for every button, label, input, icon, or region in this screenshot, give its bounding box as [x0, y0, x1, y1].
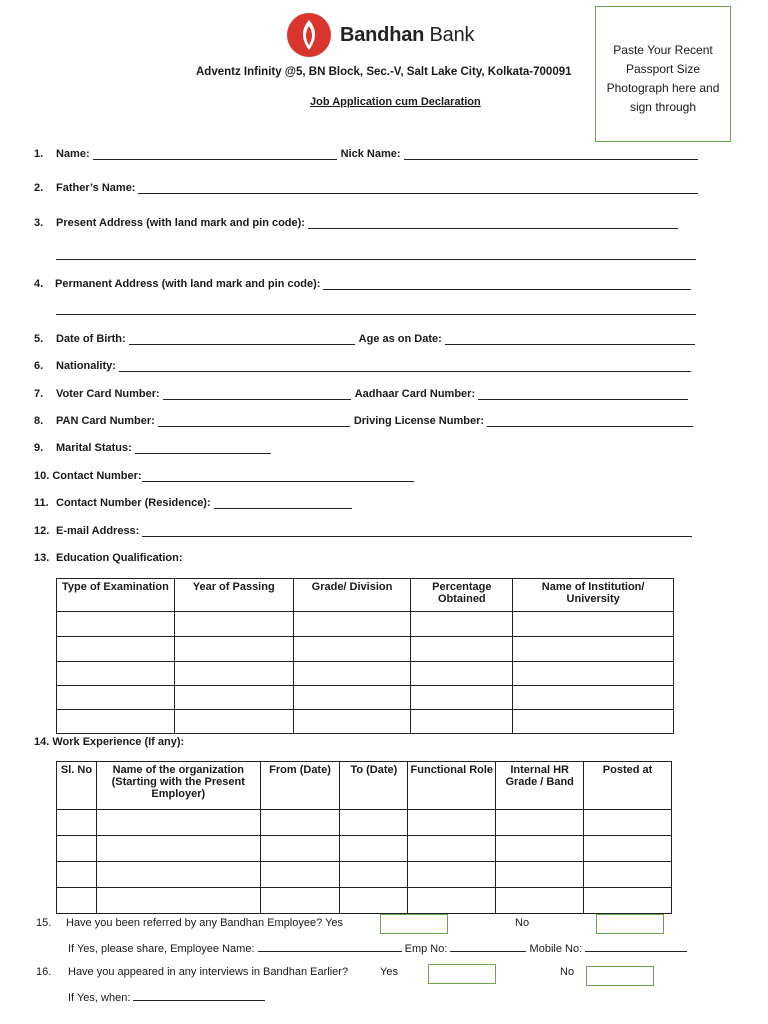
present-address-label: Present Address (with land mark and pin code): — [56, 217, 305, 229]
contact-number-label: 10. Contact Number: — [34, 470, 142, 482]
field-number: 3. — [34, 217, 44, 229]
emp-no-input-line[interactable] — [450, 942, 526, 952]
bank-name-bold: Bandhan — [340, 23, 425, 46]
field-nationality-row — [34, 360, 691, 372]
work-table-header — [57, 762, 672, 810]
table-row — [57, 862, 672, 888]
table-header-cell: Grade/ Division — [293, 579, 411, 612]
table-header-cell: To (Date) — [340, 762, 408, 810]
field-number: 11. — [34, 497, 49, 509]
father-name-input-line[interactable] — [138, 184, 698, 194]
table-cell[interactable] — [96, 810, 260, 836]
education-table-header — [57, 579, 674, 612]
table-cell[interactable] — [584, 810, 672, 836]
table-cell[interactable] — [293, 662, 411, 686]
table-cell[interactable] — [408, 810, 496, 836]
field-work-row — [34, 736, 184, 748]
marital-status-input-line[interactable] — [135, 444, 271, 454]
table-row — [57, 612, 674, 637]
q16-yes-checkbox[interactable] — [428, 964, 496, 984]
table-cell[interactable] — [411, 686, 513, 710]
table-cell[interactable] — [260, 810, 340, 836]
q16-followup-row — [68, 991, 265, 1004]
field-number: 12. — [34, 525, 50, 537]
table-cell[interactable] — [57, 612, 175, 637]
table-cell[interactable] — [496, 836, 584, 862]
table-header-cell: Functional Role — [408, 762, 496, 810]
pan-label: PAN Card Number: — [56, 415, 155, 427]
field-contact-row — [34, 470, 414, 482]
field-pan-row — [34, 415, 693, 427]
nick-name-label: Nick Name: — [340, 148, 401, 160]
table-header-cell: Percentage Obtained — [411, 579, 513, 612]
name-input-line[interactable] — [93, 150, 337, 160]
q15-number: 15. — [36, 917, 52, 929]
field-education-row — [34, 552, 183, 564]
table-cell[interactable] — [340, 836, 408, 862]
table-header-cell: Name of Institution/ University — [513, 579, 674, 612]
table-cell[interactable] — [57, 810, 97, 836]
table-cell[interactable] — [174, 662, 293, 686]
table-header-cell: Internal HR Grade / Band — [496, 762, 584, 810]
table-cell[interactable] — [293, 612, 411, 637]
age-input-line[interactable] — [445, 335, 695, 345]
table-cell[interactable] — [57, 836, 97, 862]
table-cell[interactable] — [411, 612, 513, 637]
table-header-cell: Sl. No — [57, 762, 97, 810]
table-row — [57, 686, 674, 710]
bandhan-logo-icon — [286, 12, 332, 58]
email-label: E-mail Address: — [56, 525, 140, 537]
field-number: 1. — [34, 148, 44, 160]
dob-input-line[interactable] — [129, 335, 355, 345]
q15-no-checkbox[interactable] — [596, 914, 664, 934]
table-cell[interactable] — [513, 662, 674, 686]
residence-contact-label: Contact Number (Residence): — [56, 497, 211, 509]
education-label: Education Qualification: — [56, 552, 183, 564]
field-number: 7. — [34, 388, 44, 400]
marital-status-label: Marital Status: — [56, 442, 132, 454]
table-row — [57, 710, 674, 734]
field-number: 5. — [34, 333, 44, 345]
table-cell[interactable] — [57, 710, 175, 734]
field-permanent-address-row — [34, 278, 691, 290]
table-cell[interactable] — [174, 612, 293, 637]
photo-box-instructions: Paste Your Recent Passport Size Photograph here and sign through — [606, 43, 720, 114]
table-cell[interactable] — [57, 637, 175, 662]
interview-when-label: If Yes, when: — [68, 992, 131, 1004]
contact-number-input-line[interactable] — [142, 472, 414, 482]
field-father-row — [34, 182, 698, 194]
permanent-address-line-2[interactable] — [56, 314, 696, 315]
table-cell[interactable] — [96, 862, 260, 888]
table-row — [57, 637, 674, 662]
voter-card-label: Voter Card Number: — [56, 388, 160, 400]
table-cell[interactable] — [340, 862, 408, 888]
table-cell[interactable] — [57, 862, 97, 888]
table-cell[interactable] — [513, 637, 674, 662]
table-cell[interactable] — [411, 637, 513, 662]
table-cell[interactable] — [96, 836, 260, 862]
field-number: 6. — [34, 360, 44, 372]
field-number: 4. — [34, 278, 44, 290]
nationality-input-line[interactable] — [119, 362, 691, 372]
photo-box[interactable] — [595, 6, 731, 142]
voter-card-input-line[interactable] — [163, 390, 351, 400]
table-header-cell: Year of Passing — [174, 579, 293, 612]
pan-input-line[interactable] — [158, 417, 350, 427]
q16-text: Have you appeared in any interviews in Bandhan Earlier? — [68, 966, 349, 978]
mobile-no-label: Mobile No: — [529, 943, 583, 955]
field-number: 9. — [34, 442, 44, 454]
table-cell[interactable] — [293, 637, 411, 662]
table-cell[interactable] — [174, 710, 293, 734]
emp-no-label: Emp No: — [404, 943, 448, 955]
table-cell[interactable] — [340, 810, 408, 836]
nick-name-input-line[interactable] — [404, 150, 698, 160]
table-cell[interactable] — [340, 888, 408, 914]
table-row — [57, 888, 672, 914]
table-cell[interactable] — [513, 686, 674, 710]
work-experience-label: 14. Work Experience (If any): — [34, 736, 185, 748]
table-cell[interactable] — [411, 710, 513, 734]
table-header-cell: Name of the organization (Starting with the Present Employer) — [96, 762, 260, 810]
aadhaar-input-line[interactable] — [478, 390, 688, 400]
table-cell[interactable] — [408, 836, 496, 862]
q15-text: Have you been referred by any Bandhan Employee? Yes — [66, 917, 344, 929]
table-cell[interactable] — [584, 862, 672, 888]
table-cell[interactable] — [174, 686, 293, 710]
bank-name — [340, 24, 474, 47]
table-cell[interactable] — [513, 710, 674, 734]
table-cell[interactable] — [584, 836, 672, 862]
table-cell[interactable] — [408, 862, 496, 888]
table-header-cell: Posted at — [584, 762, 672, 810]
table-header-cell: Type of Examination — [57, 579, 175, 612]
field-dob-row — [34, 333, 695, 345]
driving-license-input-line[interactable] — [487, 417, 693, 427]
q16-no-label: No — [560, 966, 575, 978]
permanent-address-label: Permanent Address (with land mark and pin code): — [55, 278, 321, 290]
driving-license-label: Driving License Number: — [353, 415, 485, 427]
table-row — [57, 662, 674, 686]
table-cell[interactable] — [293, 686, 411, 710]
email-input-line[interactable] — [142, 527, 692, 537]
q16-yes-label: Yes — [380, 966, 398, 978]
table-cell[interactable] — [411, 662, 513, 686]
father-name-label: Father’s Name: — [56, 182, 136, 194]
table-cell[interactable] — [260, 888, 340, 914]
field-marital-row — [34, 442, 271, 454]
table-cell[interactable] — [174, 637, 293, 662]
field-name-row — [34, 148, 698, 160]
bank-name-light: Bank — [429, 23, 475, 46]
q15-yes-checkbox[interactable] — [380, 914, 448, 934]
table-cell[interactable] — [57, 686, 175, 710]
field-number: 13. — [34, 552, 50, 564]
field-residence-row — [34, 497, 352, 509]
table-cell[interactable] — [96, 888, 260, 914]
table-cell[interactable] — [496, 810, 584, 836]
residence-contact-input-line[interactable] — [214, 499, 352, 509]
q16-number: 16. — [36, 966, 52, 978]
field-number: 8. — [34, 415, 44, 427]
table-cell[interactable] — [293, 710, 411, 734]
table-header-cell: From (Date) — [260, 762, 340, 810]
nationality-label: Nationality: — [56, 360, 116, 372]
field-number: 2. — [34, 182, 44, 194]
interview-when-input-line[interactable] — [133, 991, 265, 1001]
employee-name-input-line[interactable] — [258, 942, 402, 952]
field-email-row — [34, 525, 692, 537]
bank-address: Adventz Infinity @5, BN Block, Sec.-V, Salt Lake City, Kolkata-700091 — [196, 66, 572, 78]
field-present-address-row — [34, 217, 678, 229]
table-cell[interactable] — [408, 888, 496, 914]
table-cell[interactable] — [260, 836, 340, 862]
table-cell[interactable] — [496, 862, 584, 888]
table-cell[interactable] — [496, 888, 584, 914]
table-row — [57, 810, 672, 836]
education-table — [56, 578, 674, 734]
present-address-line-2[interactable] — [56, 259, 696, 260]
employee-name-label: If Yes, please share, Employee Name: — [68, 943, 255, 955]
dob-label: Date of Birth: — [56, 333, 126, 345]
present-address-input-line[interactable] — [308, 219, 678, 229]
table-cell[interactable] — [57, 662, 175, 686]
age-label: Age as on Date: — [358, 333, 442, 345]
form-title: Job Application cum Declaration — [310, 96, 481, 108]
table-cell[interactable] — [584, 888, 672, 914]
mobile-no-input-line[interactable] — [585, 942, 687, 952]
bandhan-bank-logo — [286, 12, 474, 58]
permanent-address-input-line[interactable] — [323, 280, 691, 290]
aadhaar-label: Aadhaar Card Number: — [354, 388, 476, 400]
table-cell[interactable] — [513, 612, 674, 637]
field-voter-row — [34, 388, 688, 400]
table-cell[interactable] — [57, 888, 97, 914]
q16-no-checkbox[interactable] — [586, 966, 654, 986]
q15-followup-row — [68, 942, 687, 955]
work-experience-table — [56, 761, 672, 914]
table-cell[interactable] — [260, 862, 340, 888]
name-label: Name: — [56, 148, 90, 160]
table-row — [57, 836, 672, 862]
q15-no-label: No — [515, 917, 530, 929]
